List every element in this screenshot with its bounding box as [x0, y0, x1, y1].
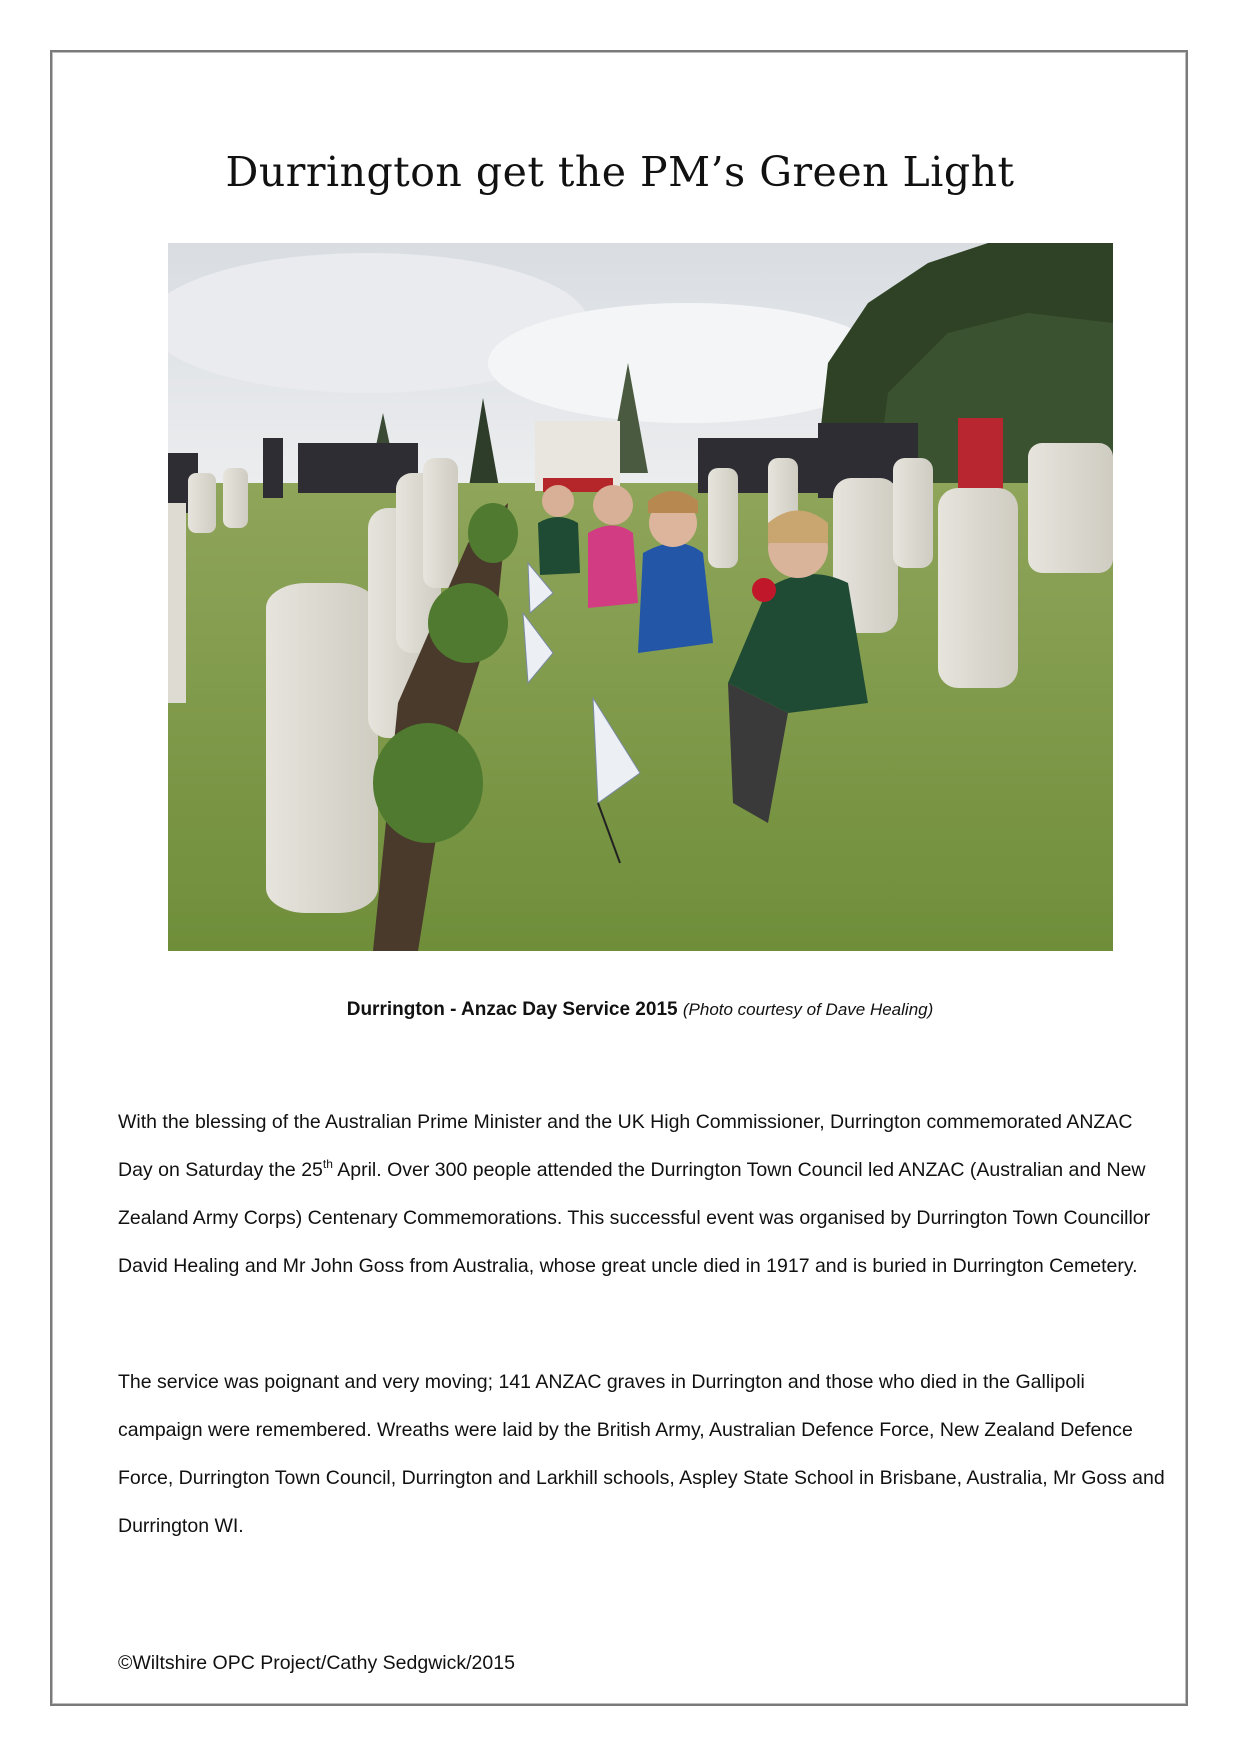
paragraph-1	[118, 1098, 1168, 1290]
paragraph-1-end: April. Over 300 people attended the Durrington Town Council led ANZAC (Australian and New Zealand Army Corps) Centenary Commemorations. This successful event was organised by Durrington Town Councillor David Healing and Mr John Goss from Australia, whose great uncle died in 1917 and is buried in Durrington Cemetery.	[118, 1159, 1151, 1277]
copyright-footer: ©Wiltshire OPC Project/Cathy Sedgwick/2015	[118, 1652, 515, 1674]
anzac-day-photo	[168, 243, 1113, 951]
page-title: Durrington get the PM’s Green Light	[225, 148, 1015, 196]
paragraph-1-start: With the blessing of the Australian Prime Minister and the UK High Commissioner, Durrington commemorated ANZAC Day on Saturday the 25	[118, 1111, 1133, 1181]
ordinal-suffix: th	[322, 1157, 333, 1171]
caption-credit: (Photo courtesy of Dave Healing)	[682, 1000, 934, 1019]
paragraph-2: The service was poignant and very moving; 141 ANZAC graves in Durrington and those who died in the Gallipoli campaign were remembered. Wreaths were laid by the British Army, Australian Defence Force, New Zealand Defence Force, Durrington Town Council, Durrington and Larkhill schools, Aspley State School in Brisbane, Australia, Mr Goss and Durrington WI.	[118, 1371, 1165, 1537]
caption-title: Durrington - Anzac Day Service 2015	[346, 999, 678, 1020]
photo-illustration	[168, 243, 1113, 951]
photo-caption	[0, 999, 1240, 1021]
